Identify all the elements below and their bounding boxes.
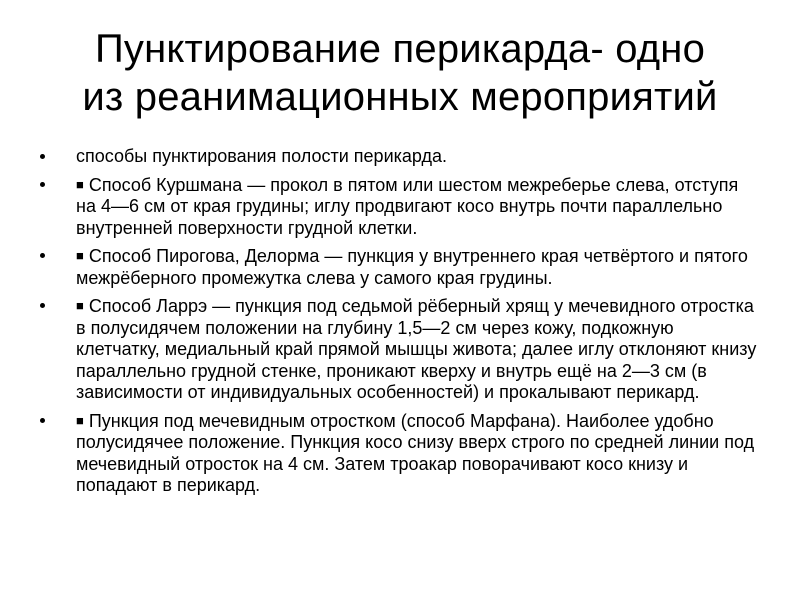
bullet-text: способы пунктирования полости перикарда.: [76, 146, 448, 166]
square-marker-icon: ■: [76, 298, 84, 313]
bullet-dot-icon: [40, 418, 45, 423]
bullet-text: Способ Куршмана — прокол в пятом или шестом межреберье слева, отступя на 4—6 см от края грудины; иглу продвигают косо внутрь почти параллельно внутренней поверхности грудной клетки.: [76, 174, 739, 238]
square-marker-icon: ■: [76, 176, 84, 192]
bullet-dot-icon: [40, 154, 45, 159]
bullet-text: Способ Ларрэ — пункция под седьмой рёберный хрящ у мечевидного отростка в полусидячем положении на глубину 1,5—2 см через кожу, подкожную клетчатку, медиальный край прямой мышцы живота; далее иглу отклоняют книзу параллельно грудной стенке, проникают кверху и внутрь ещё на 2—3 см (в зависимости от индивидуальных особенностей) и прокалывают перикард.: [76, 296, 757, 402]
square-marker-icon: ■: [76, 412, 84, 428]
bullet-dot-icon: [40, 303, 45, 308]
slide-title-line-1: Пунктирование перикарда- одно: [94, 27, 706, 71]
bullet-text-container: [76, 410, 760, 497]
bullet-item-marfan: [40, 410, 760, 497]
bullet-dot-icon: [40, 253, 45, 258]
slide-title: [20, 25, 780, 121]
bullet-item-kurshman: [40, 174, 760, 240]
bullet-text: Пункция под мечевидным отростком (способ Марфана). Наиболее удобно полусидячее положение. Пункция косо снизу вверх строго по средней линии под мечевидный отросток на 4 см. Затем троакар поворачивают косо книзу и попадают в перикард.: [76, 410, 755, 495]
bullet-text-container: [76, 295, 760, 404]
bullet-text-container: [76, 174, 760, 240]
square-marker-icon: ■: [76, 248, 84, 263]
bullet-item-pirogov-delorm: [40, 245, 760, 289]
bullet-text-container: [76, 245, 760, 289]
bullet-dot-icon: [40, 182, 45, 187]
bullet-item-methods-intro: [40, 146, 760, 168]
bullet-list: [40, 146, 760, 503]
bullet-item-larrey: [40, 295, 760, 404]
bullet-text: Способ Пирогова, Делорма — пункция у внутреннего края четвёртого и пятого межрёберного промежутка слева у самого края грудины.: [76, 246, 748, 288]
slide-title-line-2: из реанимационных мероприятий: [82, 75, 718, 119]
